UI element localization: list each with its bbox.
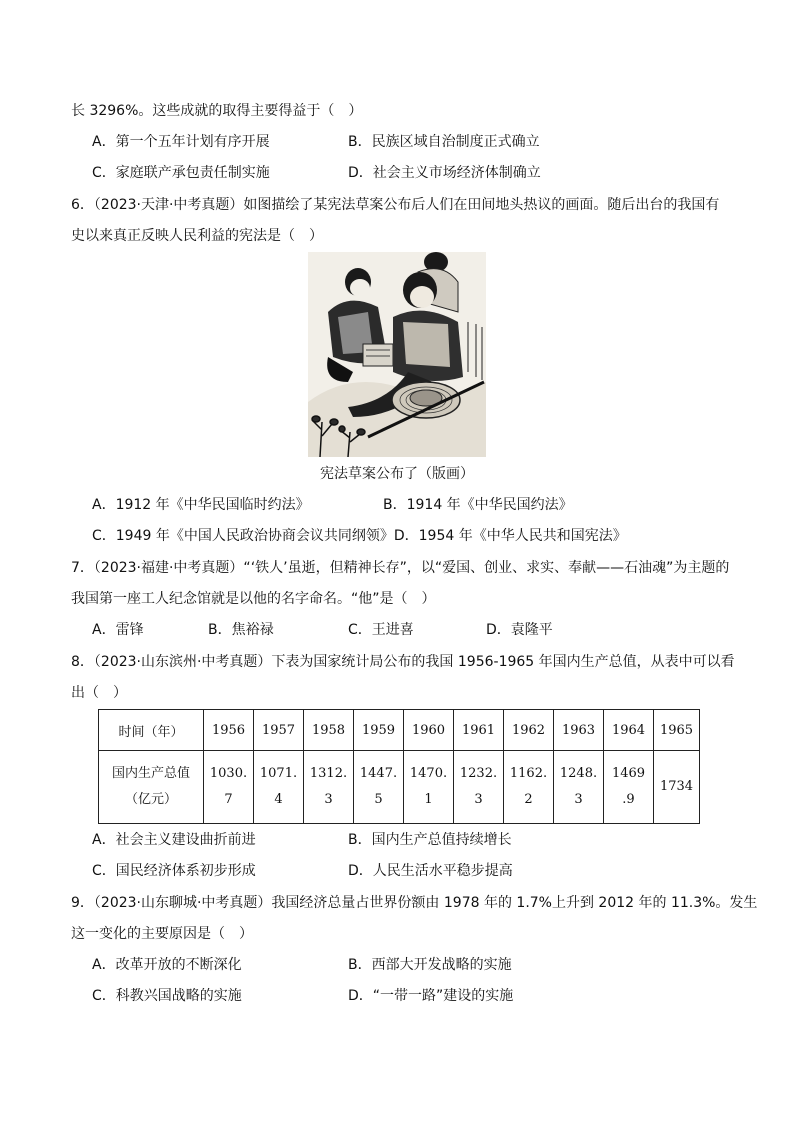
table-cell-year: 1956 <box>204 710 254 751</box>
q6-stem-line2: 史以来真正反映人民利益的宪法是（ ） <box>71 228 323 244</box>
table-cell-gdp <box>554 751 604 824</box>
table-row-years <box>99 710 700 751</box>
table-cell-gdp <box>254 751 304 824</box>
gdp-header-line1: 国内生产总值 <box>111 766 190 781</box>
table-cell-gdp <box>604 751 654 824</box>
q5-option-c[interactable]: C．家庭联产承包责任制实施 <box>92 165 270 181</box>
q9-option-a[interactable]: A．改革开放的不断深化 <box>92 957 242 973</box>
q9-option-b[interactable]: B．西部大开发战略的实施 <box>348 957 512 973</box>
gdp-value-part2: 3 <box>324 792 333 807</box>
gdp-value-part2: 2 <box>524 792 533 807</box>
gdp-value-part2: 4 <box>274 792 283 807</box>
table-cell-gdp <box>354 751 404 824</box>
q8-stem-line2: 出（ ） <box>71 685 127 701</box>
q6-stem-line1: 6．（2023·天津·中考真题）如图描绘了某宪法草案公布后人们在田间地头热议的画面。随后出台的我国有 <box>71 197 720 213</box>
table-cell-year: 1961 <box>454 710 504 751</box>
table-cell-year: 1965 <box>654 710 700 751</box>
gdp-table <box>98 709 700 824</box>
q5-option-a[interactable]: A．第一个五年计划有序开展 <box>92 134 270 150</box>
q8-option-b[interactable]: B．国内生产总值持续增长 <box>348 832 512 848</box>
q9-option-d[interactable]: D．“一带一路”建设的实施 <box>348 988 514 1004</box>
q8-stem-line1: 8．（2023·山东滨州·中考真题）下表为国家统计局公布的我国 1956-1965 年国内生产总值，从表中可以看 <box>71 654 735 670</box>
q8-option-a[interactable]: A．社会主义建设曲折前进 <box>92 832 256 848</box>
figure-caption: 宪法草案公布了（版画） <box>320 466 474 482</box>
gdp-value-part1: 1447. <box>359 766 398 781</box>
table-cell-year: 1964 <box>604 710 654 751</box>
gdp-value-part1: 1162. <box>509 766 548 781</box>
gdp-value-part1: 1470. <box>409 766 448 781</box>
table-cell-gdp <box>454 751 504 824</box>
gdp-header-line2: （亿元） <box>124 792 177 807</box>
q7-option-d[interactable]: D．袁隆平 <box>486 622 553 638</box>
table-cell-year: 1957 <box>254 710 304 751</box>
gdp-value-part2: 3 <box>574 792 583 807</box>
q5-stem-tail: 长 3296%。这些成就的取得主要得益于（ ） <box>71 103 363 119</box>
table-cell-gdp <box>204 751 254 824</box>
gdp-value-part1: 1030. <box>209 766 248 781</box>
q6-option-b[interactable]: B．1914 年《中华民国约法》 <box>383 497 573 513</box>
table-cell-gdp <box>504 751 554 824</box>
gdp-value-part2: 3 <box>474 792 483 807</box>
q6-option-a[interactable]: A．1912 年《中华民国临时约法》 <box>92 497 310 513</box>
table-cell-gdp <box>404 751 454 824</box>
gdp-value-part1: 1248. <box>559 766 598 781</box>
q9-option-c[interactable]: C．科教兴国战略的实施 <box>92 988 242 1004</box>
gdp-value-part2: 7 <box>224 792 233 807</box>
q9-stem-line1: 9．（2023·山东聊城·中考真题）我国经济总量占世界份额由 1978 年的 1.7%上升到 2012 年的 11.3%。发生 <box>71 895 758 911</box>
q8-option-d[interactable]: D．人民生活水平稳步提高 <box>348 863 513 879</box>
table-row-gdp <box>99 751 700 824</box>
q5-option-d[interactable]: D．社会主义市场经济体制确立 <box>348 165 541 181</box>
q5-option-b[interactable]: B．民族区域自治制度正式确立 <box>348 134 540 150</box>
table-cell-gdp: 1734 <box>654 751 700 824</box>
woodcut-illustration <box>308 252 486 457</box>
q8-option-c[interactable]: C．国民经济体系初步形成 <box>92 863 256 879</box>
q6-option-c-d[interactable]: C．1949 年《中国人民政治协商会议共同纲领》D．1954 年《中华人民共和国宪法》 <box>92 528 627 544</box>
table-cell-gdp <box>304 751 354 824</box>
q7-stem-line2: 我国第一座工人纪念馆就是以他的名字命名。“他”是（ ） <box>71 591 436 607</box>
table-cell-year: 1958 <box>304 710 354 751</box>
q7-stem-line1: 7．（2023·福建·中考真题）“‘铁人’虽逝，但精神长存”，以“爱国、创业、求实、奉献——石油魂”为主题的 <box>71 560 730 576</box>
gdp-value-part1: 1232. <box>459 766 498 781</box>
table-cell-year: 1963 <box>554 710 604 751</box>
gdp-value-part2: .9 <box>622 792 635 807</box>
table-header-year: 时间（年） <box>99 710 204 751</box>
q7-option-c[interactable]: C．王进喜 <box>348 622 414 638</box>
q7-option-a[interactable]: A．雷锋 <box>92 622 144 638</box>
gdp-value-part1: 1071. <box>259 766 298 781</box>
table-cell-year: 1960 <box>404 710 454 751</box>
gdp-value-part2: 5 <box>374 792 383 807</box>
table-cell-year: 1962 <box>504 710 554 751</box>
gdp-value-part2: 1 <box>424 792 433 807</box>
table-cell-year: 1959 <box>354 710 404 751</box>
q9-stem-line2: 这一变化的主要原因是（ ） <box>71 926 253 942</box>
gdp-value-part1: 1469 <box>611 766 646 781</box>
q7-option-b[interactable]: B．焦裕禄 <box>208 622 274 638</box>
gdp-value-part1: 1312. <box>309 766 348 781</box>
table-header-gdp <box>99 751 204 824</box>
